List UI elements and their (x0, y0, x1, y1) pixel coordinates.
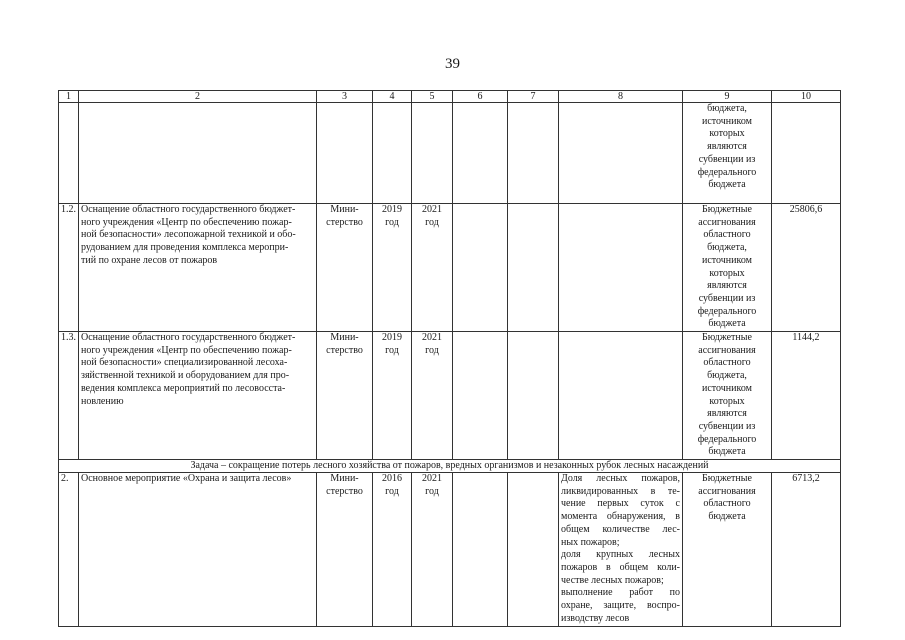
end-year (412, 204, 453, 332)
funding-source (683, 332, 772, 460)
start-year (373, 103, 412, 204)
funding-source-line: бюджета, (707, 103, 747, 114)
funding-source-line: которых (709, 395, 745, 407)
activity-name-line: рудованием для проведения комплекса меропри- (81, 242, 289, 254)
funding-source (683, 204, 772, 332)
funding-source (683, 473, 772, 626)
funding-amount: 25806,6 (772, 204, 841, 332)
funding-source-line: бюджета (708, 446, 746, 458)
funding-amount: 6713,2 (772, 473, 841, 626)
funding-source-line: которых (709, 267, 745, 279)
col-7-cell (508, 103, 559, 204)
funding-source-line: бюджета, (707, 242, 747, 254)
executor-line: Мини- (330, 332, 359, 344)
end-year (412, 473, 453, 626)
program-table (58, 90, 841, 627)
start-year (373, 332, 412, 460)
page-number: 39 (445, 56, 460, 72)
funding-source-line: Бюджетные (702, 473, 752, 485)
col-6-cell (453, 332, 508, 460)
funding-source-line: федерального (697, 305, 757, 317)
indicators (559, 103, 683, 204)
funding-source-line: Бюджетные (702, 332, 752, 344)
header-col-10: 10 (772, 91, 841, 103)
end-year-line: год (425, 485, 439, 497)
row-number (59, 103, 79, 204)
funding-source-line: источником (702, 254, 752, 266)
col-7-cell (508, 332, 559, 460)
activity-name-line: Оснащение областного государственного бюджет- (81, 204, 296, 215)
indicator-line: пожаров в общем коли- (561, 561, 680, 573)
executor-line: Мини- (330, 204, 359, 215)
activity-name-line: ведения комплекса мероприятий по лесовосста- (81, 382, 286, 394)
header-col-8: 8 (559, 91, 683, 103)
funding-source-line: субвенции из (698, 420, 756, 432)
col-6-cell (453, 473, 508, 626)
executor-line: стерство (326, 344, 363, 356)
funding-amount: 1144,2 (772, 332, 841, 460)
activity-name (79, 204, 317, 332)
start-year-line: год (385, 216, 399, 228)
table-row (59, 103, 841, 204)
funding-source-line: ассигнования (698, 485, 756, 497)
indicator-line: ных пожаров; (561, 536, 620, 548)
indicator-line: честве лесных пожаров; (561, 574, 664, 586)
start-year (373, 204, 412, 332)
funding-source-line: федерального (697, 433, 757, 445)
executor (317, 473, 373, 626)
activity-name-line: ной безопасности» лесопожарной техникой и обо- (81, 229, 296, 241)
funding-source-line: являются (707, 408, 747, 420)
funding-source-line: областного (703, 229, 751, 241)
funding-source-line: ассигнования (698, 216, 756, 228)
indicator-line: изводству лесов (561, 612, 630, 624)
header-col-2: 2 (79, 91, 317, 103)
row-number: 1.3. (59, 332, 79, 460)
funding-source-line: источником (702, 382, 752, 394)
funding-source-line: являются (707, 280, 747, 292)
activity-name (79, 103, 317, 204)
activity-name-line: зяйственной техникой и оборудованием для про- (81, 370, 290, 382)
end-year-line: год (425, 344, 439, 356)
funding-source-line: источником (702, 115, 752, 127)
indicators (559, 473, 683, 626)
end-year-line: 2021 (422, 204, 442, 215)
header-col-5: 5 (412, 91, 453, 103)
row-number: 2. (59, 473, 79, 626)
funding-source-line: бюджета (708, 318, 746, 330)
start-year-line: 2019 (382, 332, 402, 344)
indicator-line: выполнение работ по (561, 587, 680, 599)
header-col-3: 3 (317, 91, 373, 103)
indicator-line: ликвидированных в те- (561, 485, 680, 497)
end-year-line: 2021 (422, 332, 442, 344)
col-7-cell (508, 204, 559, 332)
funding-source-line: областного (703, 498, 751, 510)
end-year (412, 103, 453, 204)
header-col-4: 4 (373, 91, 412, 103)
indicator-line: охране, защите, воспро- (561, 600, 680, 612)
funding-source-line: субвенции из (698, 153, 756, 165)
indicator-line: доля крупных лесных (561, 549, 680, 561)
start-year-line: 2016 (382, 473, 402, 485)
funding-source-line: федерального (697, 166, 757, 178)
executor-line: стерство (326, 216, 363, 228)
end-year-line: 2021 (422, 473, 442, 485)
header-col-1: 1 (59, 91, 79, 103)
funding-source-line: являются (707, 141, 747, 153)
executor-line: Мини- (330, 473, 359, 485)
header-col-7: 7 (508, 91, 559, 103)
executor (317, 103, 373, 204)
funding-source-line: бюджета, (707, 370, 747, 382)
start-year-line: год (385, 344, 399, 356)
activity-name-line: Основное мероприятие «Охрана и защита лесов» (81, 473, 292, 485)
indicator-line: Доля лесных пожаров, (561, 473, 680, 485)
end-year (412, 332, 453, 460)
funding-source-line: бюджета (708, 179, 746, 191)
start-year (373, 473, 412, 626)
funding-source (683, 103, 772, 204)
funding-source-line: которых (709, 128, 745, 140)
task-row (59, 460, 841, 473)
activity-name-line: тий по охране лесов от пожаров (81, 254, 218, 266)
executor-line: стерство (326, 485, 363, 497)
activity-name-line: новлению (81, 395, 124, 407)
funding-source-line: бюджета (708, 511, 746, 523)
activity-name (79, 473, 317, 626)
table-row (59, 204, 841, 332)
executor (317, 332, 373, 460)
col-6-cell (453, 103, 508, 204)
indicator-line: чение первых суток с (561, 498, 680, 510)
start-year-line: год (385, 485, 399, 497)
table-row (59, 473, 841, 626)
header-row (59, 91, 841, 103)
indicator-line: момента обнаружения, в (561, 511, 680, 523)
funding-source-line: Бюджетные (702, 204, 752, 215)
table-row (59, 332, 841, 460)
indicators (559, 204, 683, 332)
task-heading: Задача – сокращение потерь лесного хозяйства от пожаров, вредных организмов и незаконных рубок лесных насаждений (59, 460, 841, 473)
funding-amount (772, 103, 841, 204)
indicators (559, 332, 683, 460)
col-6-cell (453, 204, 508, 332)
end-year-line: год (425, 216, 439, 228)
header-col-9: 9 (683, 91, 772, 103)
activity-name-line: ного учреждения «Центр по обеспечению пожар- (81, 216, 292, 228)
activity-name-line: Оснащение областного государственного бюджет- (81, 332, 296, 344)
activity-name-line: ного учреждения «Центр по обеспечению пожар- (81, 344, 292, 356)
indicator-line: общем количестве лес- (561, 523, 680, 535)
executor (317, 204, 373, 332)
activity-name-line: ной безопасности» специализированной лесоха- (81, 357, 288, 369)
row-number: 1.2. (59, 204, 79, 332)
activity-name (79, 332, 317, 460)
funding-source-line: ассигнования (698, 344, 756, 356)
header-col-6: 6 (453, 91, 508, 103)
col-7-cell (508, 473, 559, 626)
funding-source-line: субвенции из (698, 292, 756, 304)
start-year-line: 2019 (382, 204, 402, 215)
funding-source-line: областного (703, 357, 751, 369)
